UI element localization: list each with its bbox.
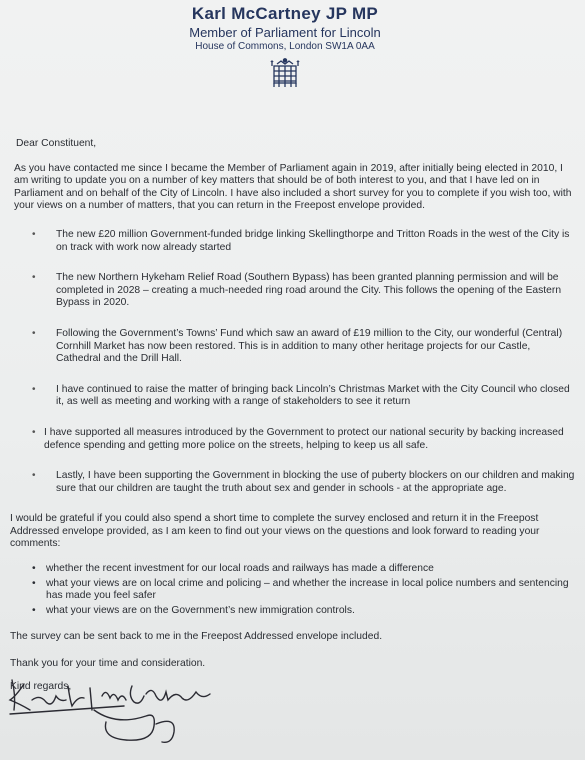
letterhead bbox=[150, 4, 420, 92]
bullet-text: The new Northern Hykeham Relief Road (Southern Bypass) has been granted planning permission and will be completed in 2028 – creating a much-needed ring road around the City. This follows the opening of the Eastern Bypass in 2020. bbox=[56, 272, 562, 309]
list-item bbox=[10, 384, 576, 409]
bullet-text: The new £20 million Government-funded bridge linking Skellingthorpe and Tritton Roads in the west of the City is on track with work now already started bbox=[56, 228, 570, 253]
letter-body bbox=[10, 138, 576, 703]
handwritten-signature bbox=[6, 666, 246, 746]
question-text: what your views are on the Government’s new immigration controls. bbox=[46, 604, 355, 616]
survey-question bbox=[10, 578, 576, 603]
mp-role: Member of Parliament for Lincoln bbox=[189, 25, 381, 40]
survey-request: I would be grateful if you could also spend a short time to complete the survey enclosed and return it in the Freepost Addressed envelope provided, as I am keen to find out your views on the questions and look forward to reading your comments: bbox=[10, 513, 540, 550]
list-item bbox=[10, 470, 576, 495]
list-item bbox=[10, 229, 576, 254]
bullet-icon: • bbox=[32, 383, 36, 395]
bullet-icon: • bbox=[32, 426, 36, 438]
bullet-icon: • bbox=[32, 563, 36, 575]
signoff: Kind regards, bbox=[10, 680, 72, 692]
survey-question bbox=[10, 605, 576, 618]
bullet-text: Lastly, I have been supporting the Government in blocking the use of puberty blockers on our children and making sure that our children are taught the truth about sex and gender in schools - at the appropriate age. bbox=[56, 470, 575, 494]
question-text: what your views are on local crime and policing – and whether the increase in local police numbers and sentencing has made you feel safer bbox=[46, 577, 569, 602]
mp-address: House of Commons, London SW1A 0AA bbox=[195, 41, 375, 52]
bullet-text: I have supported all measures introduced by the Government to protect our national security by backing increased defence spending and getting more police on the streets, helping to keep us all safe. bbox=[44, 426, 564, 451]
bullet-icon: • bbox=[32, 228, 36, 240]
bullet-text: I have continued to raise the matter of bringing back Lincoln’s Christmas Market with the City Council who closed it, as well as meeting and working with a range of stakeholders to see it return bbox=[56, 383, 570, 408]
bullet-icon: • bbox=[32, 577, 36, 589]
bullet-text: Following the Government’s Towns’ Fund which saw an award of £19 million to the City, our wonderful (Central) Cornhill Market has now been restored. This is in addition to many other heritage projects for our Castle, Cathedral and the Drill Hall. bbox=[56, 327, 563, 365]
list-item bbox=[10, 328, 576, 366]
thanks-line: Thank you for your time and consideration. bbox=[10, 658, 206, 670]
list-item bbox=[10, 427, 576, 452]
mp-name: Karl McCartney JP MP bbox=[191, 4, 379, 23]
bullet-icon: • bbox=[32, 470, 36, 482]
salutation: Dear Constituent, bbox=[16, 138, 97, 149]
intro-paragraph: As you have contacted me since I became the Member of Parliament again in 2019, after initially being elected in 2010, I am writing to update you on a number of key matters that should be of both interest to you, and that I have led on in Parliament and on behalf of the City of Lincoln. I have also included a short survey for you to complete if you wish too, with your views on a number of matters, that you can return in the Freepost envelope provided. bbox=[14, 162, 572, 212]
bullet-icon: • bbox=[32, 604, 36, 616]
portcullis-icon bbox=[270, 58, 300, 92]
question-text: whether the recent investment for our local roads and railways has made a difference bbox=[46, 563, 434, 575]
list-item bbox=[10, 272, 576, 310]
bullet-icon: • bbox=[32, 327, 36, 339]
survey-question bbox=[10, 563, 576, 576]
survey-note: The survey can be sent back to me in the Freepost Addressed envelope included. bbox=[10, 631, 383, 643]
bullet-icon: • bbox=[32, 272, 36, 284]
